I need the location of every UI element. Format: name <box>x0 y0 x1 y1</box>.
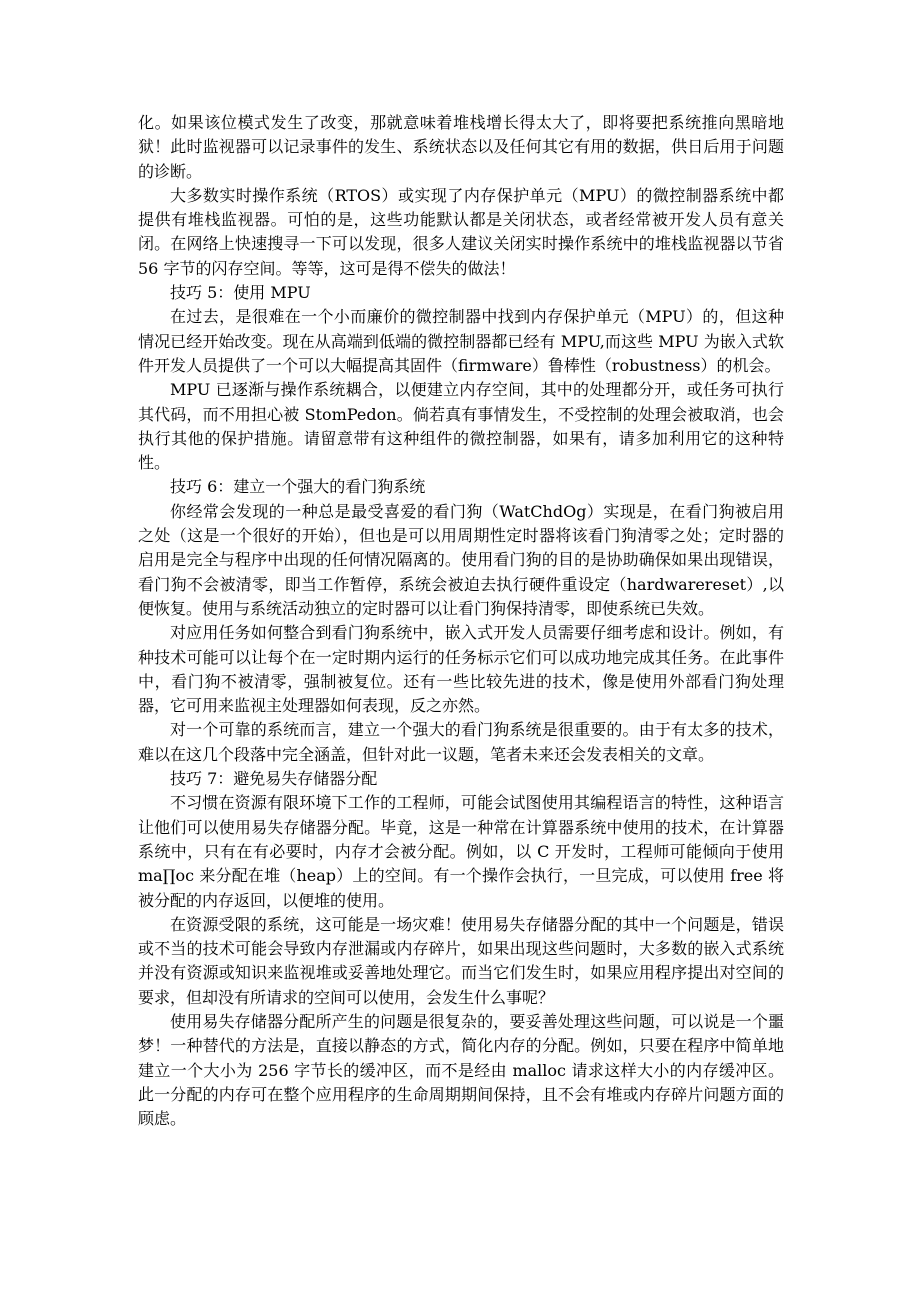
heading-tip-5: 技巧 5：使用 MPU <box>170 283 311 303</box>
paragraph-continued: 化。如果该位模式发生了改变，那就意味着堆栈增长得太大了，即将要把系统推向黑暗地狱！此时监视器可以记录事件的发生、系统状态以及任何其它有用的数据，供日后用于问题的诊断。 <box>138 113 784 181</box>
paragraph-dynamic-alloc: 不习惯在资源有限环境下工作的工程师，可能会试图使用其编程语言的特性，这种语言让他们可以使用易失存储器分配。毕竟，这是一种常在计算器系统中使用的技术，在计算器系统中，只有在有必要时，内存才会被分配。例如，以 C 开发时，工程师可能倾向于使用 ma∏oc 来分配在堆（heap）上的空间。有一个操作会执行，一旦完成，可以使用 free 将被分配的内存返回，以便堆的使用。 <box>138 793 784 910</box>
paragraph-static-alloc: 使用易失存储器分配所产生的问题是很复杂的，要妥善处理这些问题，可以说是一个噩梦！一种替代的方法是，直接以静态的方式，简化内存的分配。例如，只要在程序中简单地建立一个大小为 256 字节长的缓冲区，而不是经由 malloc 请求这样大小的内存缓冲区。此一分配的内存可在整个应用程序的生命周期期间保持，且不会有堆或内存碎片问题方面的顾虑。 <box>138 1011 784 1129</box>
paragraph-mpu-intro: 在过去，是很难在一个小而廉价的微控制器中找到内存保护单元（MPU）的，但这种情况已经开始改变。现在从高端到低端的微控制器都已经有 MPU,而这些 MPU 为嵌入式软件开发人员提供了一个可以大幅提高其固件（firmware）鲁棒性（robustness）的机会。 <box>138 307 784 375</box>
paragraph-watchdog-tasks: 对应用任务如何整合到看门狗系统中，嵌入式开发人员需要仔细考虑和设计。例如，有种技术可能可以让每个在一定时期内运行的任务标示它们可以成功地完成其任务。在此事件中，看门狗不被清零，强制被复位。还有一些比较先进的技术，像是使用外部看门狗处理器，它可用来监视主处理器如何表现，反之亦然。 <box>138 623 784 716</box>
document-page <box>138 111 784 1131</box>
paragraph-watchdog-impl: 你经常会发现的一种总是最受喜爱的看门狗（WatChdOg）实现是，在看门狗被启用之处（这是一个很好的开始），但也是可以用周期性定时器将该看门狗清零之处；定时器的启用是完全与程序中出现的任何情况隔离的。使用看门狗的目的是协助确保如果出现错误，看门狗不会被清零，即当工作暂停，系统会被迫去执行硬件重设定（hardwarereset）,以便恢复。使用与系统活动独立的定时器可以让看门狗保持清零，即使系统已失效。 <box>138 501 784 618</box>
paragraph-mpu-os: MPU 已逐渐与操作系统耦合，以便建立内存空间，其中的处理都分开，或任务可执行其代码，而不用担心被 StomPedon。倘若真有事情发生，不受控制的处理会被取消，也会执行其他的保护措施。请留意带有这种组件的微控制器，如果有，请多加利用它的这种特性。 <box>138 380 784 473</box>
heading-tip-7: 技巧 7：避免易失存储器分配 <box>170 769 378 789</box>
heading-tip-6: 技巧 6：建立一个强大的看门狗系统 <box>170 477 426 497</box>
paragraph-alloc-disaster: 在资源受限的系统，这可能是一场灾难！使用易失存储器分配的其中一个问题是，错误或不当的技术可能会导致内存泄漏或内存碎片，如果出现这些问题时，大多数的嵌入式系统并没有资源或知识来监视堆或妥善地处理它。而当它们发生时，如果应用程序提出对空间的要求，但却没有所请求的空间可以使用，会发生什么事呢？ <box>138 914 784 1007</box>
paragraph-watchdog-summary: 对一个可靠的系统而言，建立一个强大的看门狗系统是很重要的。由于有太多的技术，难以在这几个段落中完全涵盖，但针对此一议题，笔者未来还会发表相关的文章。 <box>138 720 784 764</box>
paragraph-rtos-stack-monitor: 大多数实时操作系统（RTOS）或实现了内存保护单元（MPU）的微控制器系统中都提供有堆栈监视器。可怕的是，这些功能默认都是关闭状态，或者经常被开发人员有意关闭。在网络上快速搜寻一下可以发现，很多人建议关闭实时操作系统中的堆栈监视器以节省 56 字节的闪存空间。等等，这可是得不偿失的做法！ <box>138 185 784 278</box>
